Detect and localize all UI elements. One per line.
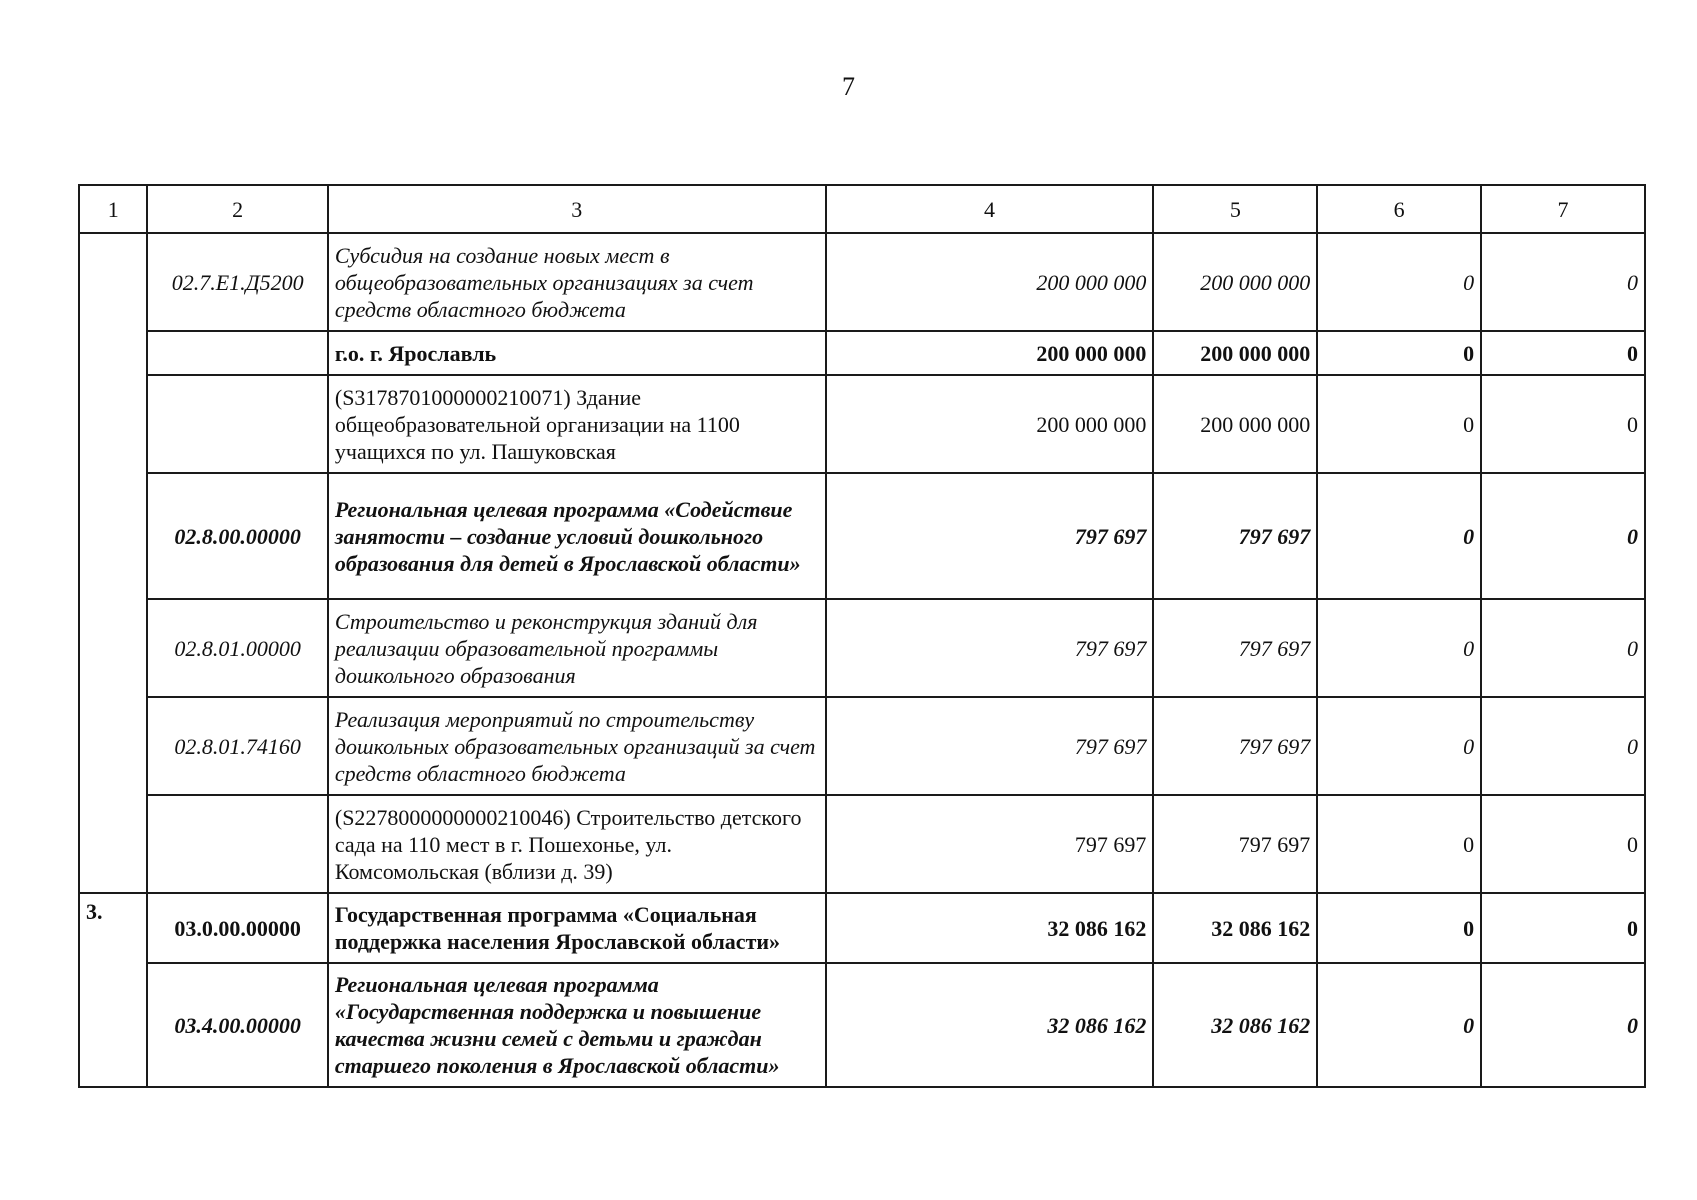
name-cell: (S2278000000000210046) Строительство детского сада на 110 мест в г. Пошехонье, ул. Комсомольская (вблизи д. 39) <box>328 795 826 893</box>
value-cell-7: 0 <box>1481 963 1645 1087</box>
code-cell: 02.8.01.00000 <box>147 599 327 697</box>
value-cell-6: 0 <box>1317 233 1481 331</box>
name-cell: (S3178701000000210071) Здание общеобразовательной организации на 1100 учащихся по ул. Пашуковская <box>328 375 826 473</box>
value-cell-4: 797 697 <box>826 599 1154 697</box>
value-cell-7: 0 <box>1481 697 1645 795</box>
row-number-cell: 3. <box>79 893 147 1087</box>
value-cell-4: 32 086 162 <box>826 893 1154 963</box>
column-header: 4 <box>826 185 1154 233</box>
value-cell-4: 32 086 162 <box>826 963 1154 1087</box>
table-row <box>79 795 1645 893</box>
table-row <box>79 893 1645 963</box>
code-cell: 03.4.00.00000 <box>147 963 327 1087</box>
value-cell-6: 0 <box>1317 893 1481 963</box>
value-cell-7: 0 <box>1481 893 1645 963</box>
table-row <box>79 375 1645 473</box>
value-cell-4: 200 000 000 <box>826 375 1154 473</box>
name-cell: г.о. г. Ярославль <box>328 331 826 375</box>
code-cell: 03.0.00.00000 <box>147 893 327 963</box>
column-header: 5 <box>1153 185 1317 233</box>
name-cell: Строительство и реконструкция зданий для реализации образовательной программы дошкольного образования <box>328 599 826 697</box>
value-cell-5: 797 697 <box>1153 473 1317 599</box>
column-header: 7 <box>1481 185 1645 233</box>
value-cell-6: 0 <box>1317 795 1481 893</box>
value-cell-5: 200 000 000 <box>1153 331 1317 375</box>
code-cell <box>147 331 327 375</box>
table-row <box>79 473 1645 599</box>
name-cell: Субсидия на создание новых мест в общеобразовательных организациях за счет средств областного бюджета <box>328 233 826 331</box>
value-cell-4: 200 000 000 <box>826 331 1154 375</box>
value-cell-6: 0 <box>1317 331 1481 375</box>
column-header: 2 <box>147 185 327 233</box>
table-row <box>79 331 1645 375</box>
table-row <box>79 963 1645 1087</box>
value-cell-7: 0 <box>1481 599 1645 697</box>
value-cell-5: 797 697 <box>1153 697 1317 795</box>
value-cell-7: 0 <box>1481 795 1645 893</box>
value-cell-7: 0 <box>1481 375 1645 473</box>
value-cell-4: 797 697 <box>826 795 1154 893</box>
value-cell-5: 797 697 <box>1153 599 1317 697</box>
value-cell-6: 0 <box>1317 963 1481 1087</box>
name-cell: Реализация мероприятий по строительству дошкольных образовательных организаций за счет средств областного бюджета <box>328 697 826 795</box>
value-cell-4: 797 697 <box>826 473 1154 599</box>
budget-table <box>78 184 1646 1088</box>
value-cell-6: 0 <box>1317 599 1481 697</box>
code-cell: 02.8.01.74160 <box>147 697 327 795</box>
value-cell-7: 0 <box>1481 233 1645 331</box>
name-cell: Государственная программа «Социальная поддержка населения Ярославской области» <box>328 893 826 963</box>
value-cell-5: 200 000 000 <box>1153 375 1317 473</box>
code-cell <box>147 795 327 893</box>
value-cell-7: 0 <box>1481 331 1645 375</box>
page-number: 7 <box>842 72 855 101</box>
value-cell-5: 32 086 162 <box>1153 963 1317 1087</box>
value-cell-4: 797 697 <box>826 697 1154 795</box>
column-header: 3 <box>328 185 826 233</box>
name-cell: Региональная целевая программа «Государственная поддержка и повышение качества жизни семей с детьми и граждан старшего поколения в Ярославской области» <box>328 963 826 1087</box>
value-cell-5: 200 000 000 <box>1153 233 1317 331</box>
code-cell <box>147 375 327 473</box>
table-header-row <box>79 185 1645 233</box>
value-cell-4: 200 000 000 <box>826 233 1154 331</box>
name-cell: Региональная целевая программа «Содействие занятости – создание условий дошкольного образования для детей в Ярославской области» <box>328 473 826 599</box>
value-cell-7: 0 <box>1481 473 1645 599</box>
column-header: 6 <box>1317 185 1481 233</box>
code-cell: 02.7.E1.Д5200 <box>147 233 327 331</box>
value-cell-6: 0 <box>1317 375 1481 473</box>
table-row <box>79 233 1645 331</box>
code-cell: 02.8.00.00000 <box>147 473 327 599</box>
value-cell-6: 0 <box>1317 697 1481 795</box>
value-cell-6: 0 <box>1317 473 1481 599</box>
table-row <box>79 697 1645 795</box>
value-cell-5: 797 697 <box>1153 795 1317 893</box>
value-cell-5: 32 086 162 <box>1153 893 1317 963</box>
column-header: 1 <box>79 185 147 233</box>
table-row <box>79 599 1645 697</box>
row-number-cell <box>79 233 147 893</box>
